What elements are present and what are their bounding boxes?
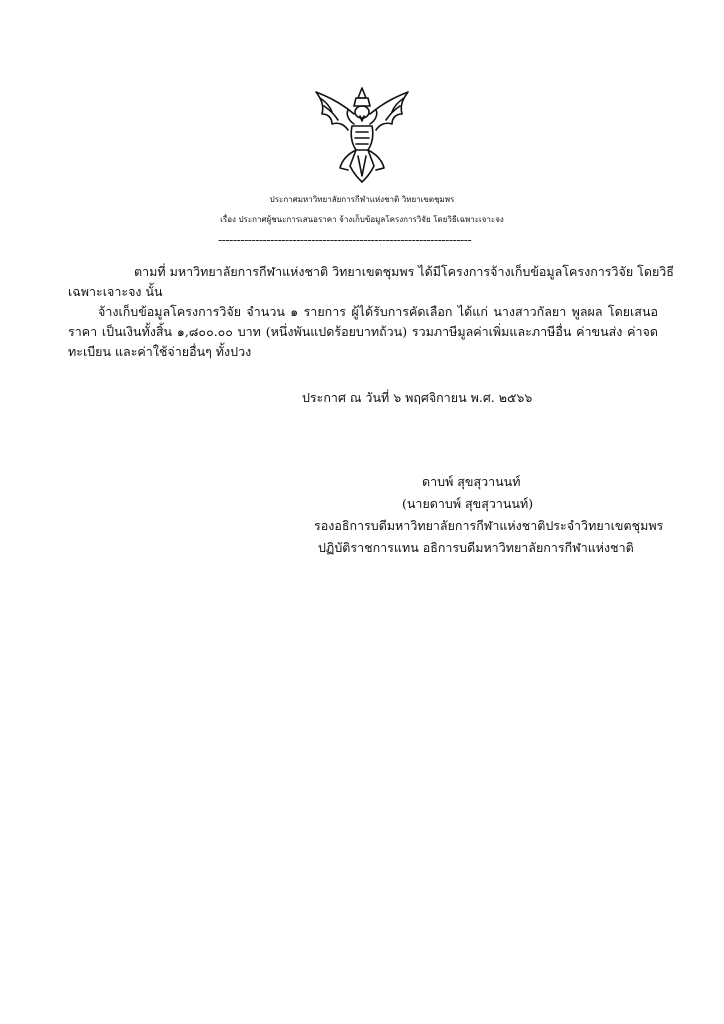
paragraph-1-line-1: ตามที่ มหาวิทยาลัยการกีฬาแห่งชาติ วิทยาเขตชุมพร ได้มีโครงการจ้างเก็บข้อมูลโครงการวิจัย โดยวิธี — [134, 264, 674, 279]
announcement-date: ประกาศ ณ วันที่ ๖ พฤศจิกายน พ.ศ. ๒๕๖๖ — [302, 390, 533, 405]
paragraph-2-line-2: ราคา เป็นเงินทั้งสิ้น ๑,๘๐๐.๐๐ บาท (หนึ่งพันแปดร้อยบาทถ้วน) รวมภาษีมูลค่าเพิ่มและภาษีอื่น ค่าขนส่ง ค่าจด — [68, 324, 658, 339]
signer-acting-for: ปฏิบัติราชการแทน อธิการบดีมหาวิทยาลัยการกีฬาแห่งชาติ — [318, 540, 634, 555]
paragraph-2-line-3: ทะเบียน และค่าใช้จ่ายอื่นๆ ทั้งปวง — [68, 344, 252, 359]
signer-name: ดาบพ์ สุขสุวานนท์ — [422, 474, 521, 489]
paragraph-1-line-2: เฉพาะเจาะจง นั้น — [68, 284, 163, 299]
divider-line: -------------------------------------------------------------------- — [218, 232, 472, 247]
signer-position: รองอธิการบดีมหาวิทยาลัยการกีฬาแห่งชาติประจำวิทยาเขตชุมพร — [314, 518, 664, 533]
announcement-subject: เรื่อง ประกาศผู้ชนะการเสนอราคา จ้างเก็บข้อมูลโครงการวิจัย โดยวิธีเฉพาะเจาะจง — [220, 215, 504, 224]
signer-name-parenthesized: (นายดาบพ์ สุขสุวานนท์) — [402, 496, 534, 511]
announcement-title: ประกาศมหาวิทยาลัยการกีฬาแห่งชาติ วิทยาเขตชุมพร — [269, 195, 455, 204]
paragraph-2-line-1: จ้างเก็บข้อมูลโครงการวิจัย จำนวน ๑ รายการ ผู้ได้รับการคัดเลือก ได้แก่ นางสาวกัลยา พูลผล โดยเสนอ — [98, 304, 658, 319]
garuda-emblem-icon — [310, 84, 414, 186]
